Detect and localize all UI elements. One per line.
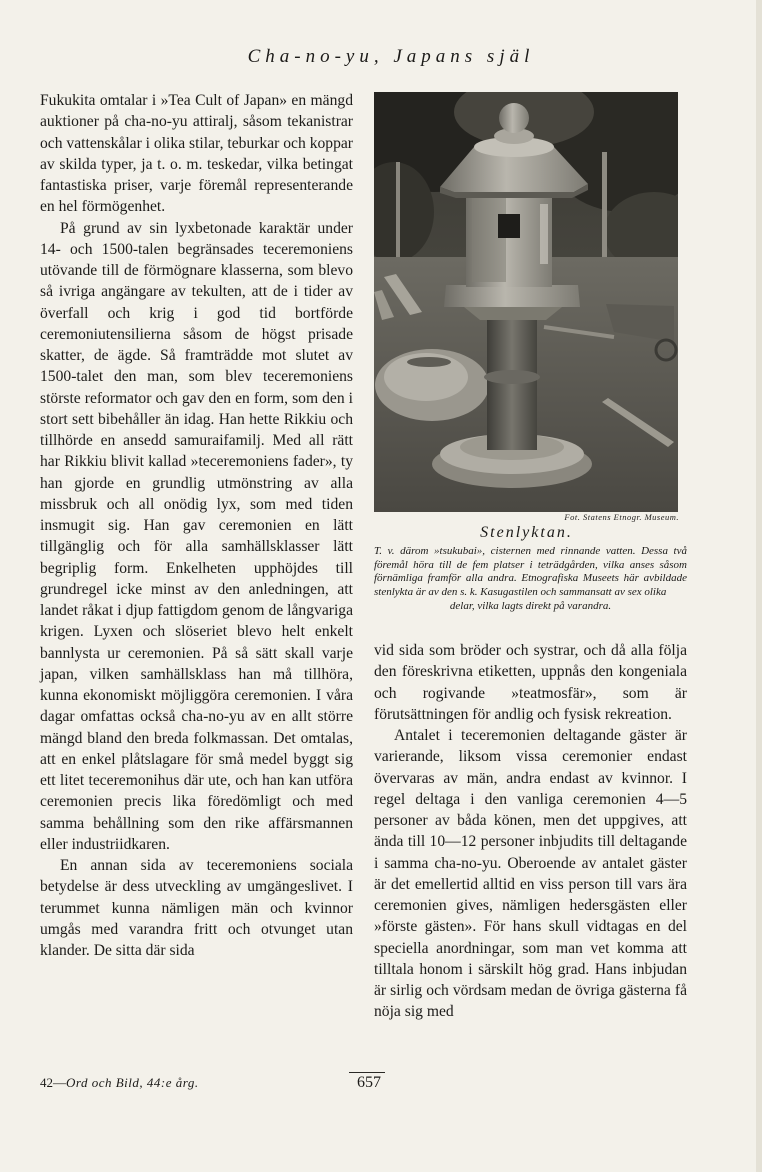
right-column (374, 640, 687, 1023)
paragraph: Fukukita omtalar i »Tea Cult of Japan» en mängd auktioner på cha-no-yu attiralj, såsom tekanistrar och vattenskålar i olika stilar, teburkar och koppar av skilda typer, ja t. o. m. teskedar, vilka betingat fantastiska priser, varje föremål representerande en hel förmögenhet. (40, 92, 353, 216)
paragraph: vid sida som bröder och systrar, och då alla följa den föreskrivna etiketten, uppnås den kongeniala och rogivande »teatmosfär», som är förutsättningen för andlig och fysisk rekreation. (374, 642, 687, 723)
left-column (40, 90, 353, 961)
caption-title: Stenlyktan. (480, 524, 573, 541)
paragraph: På grund av sin lyxbetonade karaktär under 14- och 1500-talen begränsades teceremoniens utövande till de förmögnare klasserna, som blevo så ivriga angängare av tekulten, att de i tider av överfall och krig i god tid bortförde ceremoniutensilierna såsom de högst prisade skatter, de ägde. Så framträdde mot slutet av 1500-talet den man, som blev teceremoniens störste reformator och gav den en form, som den i stort sett bibehåller än idag. Han hette Rikkiu och tillhörde en ansedd samuraifamilj. Med all rätt har Rikkiu blivit kallad »teceremoniens fader», ty han gjorde en grundlig utmönstring av alla missbruk och all onödig lyx, som med tiden insmugit sig. Han gav ceremonien en lätt tillgänglig och för alla samhällsklasser lätt begriplig form. Enkelheten upphöjdes till grundregel icke minst av den anledningen, att landet råkat i djup fattigdom genom de långvariga krigen. Lyxen och slöseriet blevo helt enkelt bannlysta ur ceremonien. På så sätt skall varje japan, vilken samhällsklass han må tillhöra, kunna ekonomiskt möjliggöra ceremonien. I våra dagar omfattas också cha-no-yu av en allt större mängd bland den breda folkmassan. Det omtalas, att en enkel plåtslagare för små medel byggt sig ett litet teceremonihus där ute, och han kan utföra ceremonien precis lika föredömligt och med samma behållning som den rike affärsmannen eller industriidkaren. (40, 219, 353, 853)
signature-number: 42— (40, 1075, 66, 1090)
photo-credit: Fot. Statens Etnogr. Museum. (564, 512, 679, 522)
paragraph: En annan sida av teceremoniens sociala betydelse är dess utveckling av umgängeslivet. I terummet kunna nämligen män och kvinnor umgås med varandra fritt och otvunget utan klander. De sitta där sida (40, 857, 353, 959)
paragraph: Antalet i teceremonien deltagande gäster är varierande, liksom vissa ceremonier endast övervaras av män, andra endast av kvinnor. I regel deltaga i den vanliga ceremonien 4—5 personer av båda könen, men det uppgives, att ända till 10—12 personer inbjudits till deltagande i samma cha-no-yu. Oberoende av antalet gäster är det emellertid alltid en viss person till vars ära ceremonien gives, nämligen hedersgästen eller »förste gästen». För hans skull vidtagas en del speciella anordningar, som man vet komma att tilltala honom i särskilt hög grad. Hans inbjudan är sirlig och vördsam medan de övriga gästerna få nöja sig med (374, 727, 687, 1021)
footer-signature (40, 1075, 199, 1091)
caption-last-line: delar, vilka lagts direkt på varandra. (449, 599, 612, 612)
caption-text (374, 545, 687, 614)
stone-lantern-photo (374, 92, 678, 512)
page-number: 657 (357, 1074, 381, 1091)
running-title: Cha-no-yu, Japans själ (247, 46, 535, 67)
caption-body: T. v. därom »tsukubai», cisternen med rinnande vatten. Dessa två föremål höra till de fem platser i teträdgården, vilka anses såsom förnämliga framför alla andra. Etnografiska Museets här avbildade stenlykta är av den s. k. Kasugastilen och sammansatt av sex olika (374, 545, 687, 599)
folio-rule (349, 1072, 385, 1073)
publication-name: Ord och Bild, 44:e årg. (66, 1075, 199, 1090)
